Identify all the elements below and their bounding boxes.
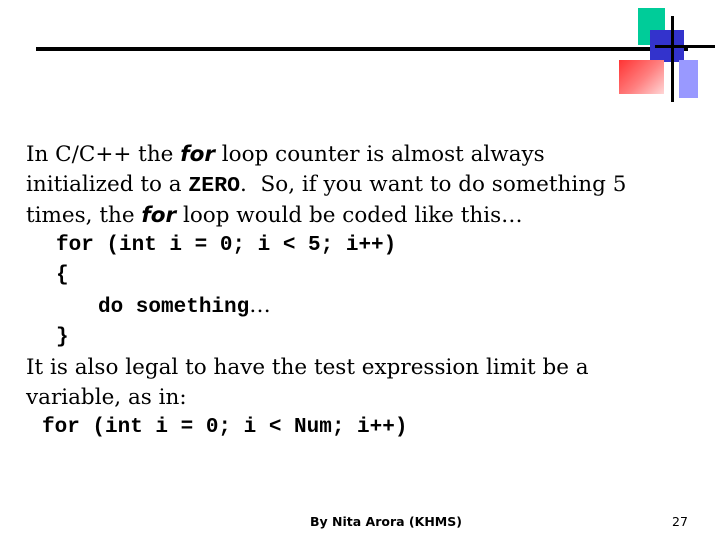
text-fragment: times, the [26, 203, 142, 228]
text-fragment: In C/C++ the [26, 142, 181, 167]
code-text: do something [98, 296, 250, 319]
ellipsis: … [249, 293, 271, 318]
body-line-4: It is also legal to have the test expression limit be a [26, 355, 589, 380]
code-line-open-brace: { [56, 264, 69, 287]
page-number: 27 [672, 514, 688, 529]
body-line-1 [26, 140, 706, 170]
title-rule [36, 47, 688, 51]
code-line-for-loop: for (int i = 0; i < 5; i++) [56, 234, 397, 257]
lavender-square [679, 60, 698, 98]
decor-vertical-line [671, 16, 674, 102]
slide-body [26, 140, 706, 443]
keyword-for: for [141, 203, 177, 228]
text-fragment: . So, if you want to do something 5 [240, 172, 627, 197]
body-line-2 [26, 170, 706, 201]
keyword-zero: ZERO [188, 174, 241, 198]
keyword-for: for [180, 142, 215, 167]
code-line-for-num: for (int i = 0; i < Num; i++) [42, 416, 408, 439]
text-fragment: initialized to a [26, 172, 189, 197]
text-fragment: loop counter is almost always [214, 142, 545, 167]
code-line-body [26, 291, 706, 323]
red-square [619, 60, 664, 94]
text-fragment: loop would be coded like this… [176, 203, 523, 228]
code-line-close-brace: } [56, 326, 69, 349]
footer-author: By Nita Arora (KHMS) [310, 514, 462, 529]
body-line-3 [26, 201, 706, 231]
body-line-5: variable, as in: [26, 385, 187, 410]
decor-horizontal-line [655, 45, 715, 48]
